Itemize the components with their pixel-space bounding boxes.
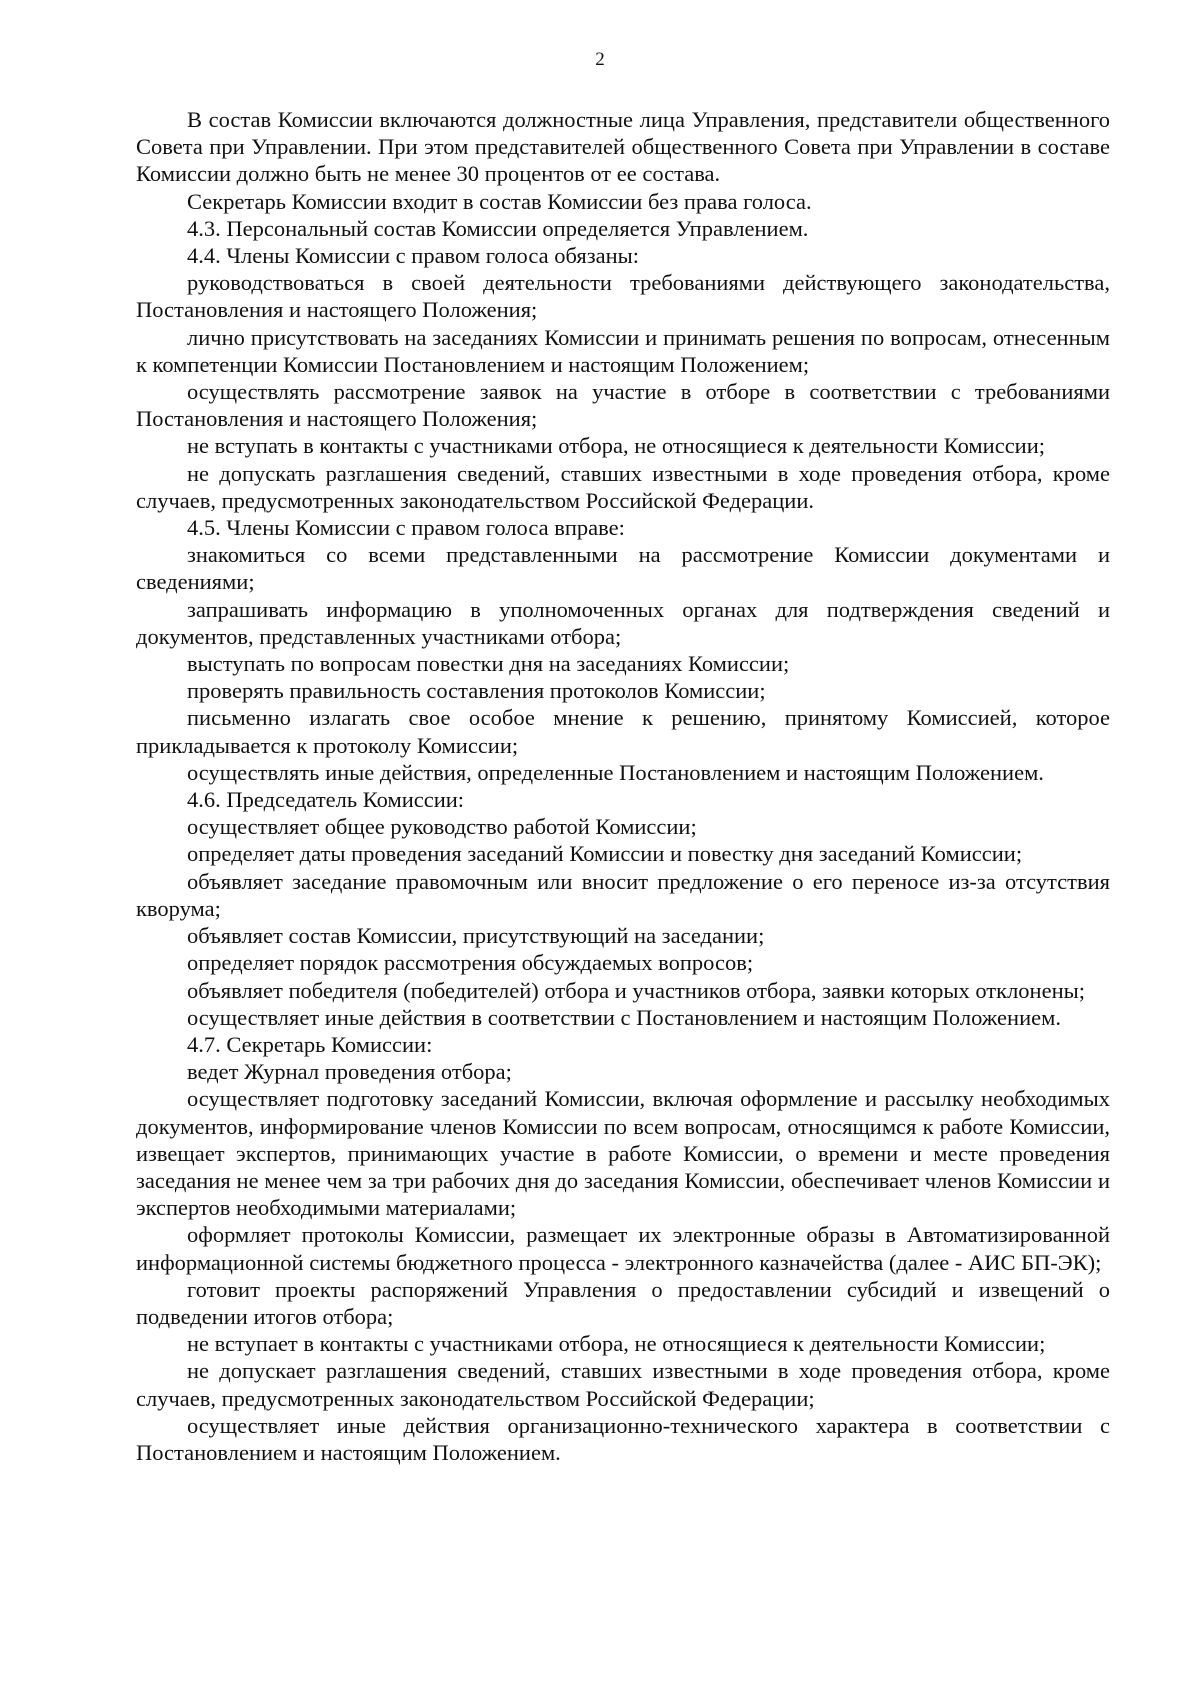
paragraph: объявляет заседание правомочным или вносит предложение о его переносе из-за отсутствия кворума; — [136, 868, 1110, 921]
paragraph: руководствоваться в своей деятельности требованиями действующего законодательства, Постановления и настоящего Положения; — [136, 270, 1110, 323]
paragraph: осуществляет иные действия организационно-технического характера в соответствии с Постановлением и настоящим Положением. — [136, 1412, 1110, 1465]
paragraph: не вступать в контакты с участниками отбора, не относящиеся к деятельности Комиссии; — [187, 433, 1046, 459]
paragraph: определяет порядок рассмотрения обсуждаемых вопросов; — [187, 950, 754, 976]
paragraph: 4.5. Члены Комиссии с правом голоса вправе: — [187, 515, 625, 541]
paragraph: осуществлять рассмотрение заявок на участие в отборе в соответствии с требованиями Постановления и настоящего Положения; — [136, 379, 1110, 432]
paragraph: выступать по вопросам повестки дня на заседаниях Комиссии; — [187, 651, 790, 677]
paragraph: 4.6. Председатель Комиссии: — [187, 787, 465, 813]
paragraph: Секретарь Комиссии входит в состав Комиссии без права голоса. — [187, 188, 812, 214]
paragraph: проверять правильность составления протоколов Комиссии; — [187, 678, 766, 704]
paragraph: письменно излагать свое особое мнение к решению, принятому Комиссией, которое прикладывается к протоколу Комиссии; — [136, 705, 1110, 758]
paragraph: не вступает в контакты с участниками отбора, не относящиеся к деятельности Комиссии; — [187, 1331, 1046, 1357]
paragraph: оформляет протоколы Комиссии, размещает их электронные образы в Автоматизированной информационной системы бюджетного процесса - электронного казначейства (далее - АИС БП-ЭК); — [136, 1222, 1110, 1275]
paragraph: не допускает разглашения сведений, ставших известными в ходе проведения отбора, кроме случаев, предусмотренных законодательством Российской Федерации; — [136, 1358, 1110, 1411]
page-number: 2 — [595, 49, 605, 70]
document-body — [136, 106, 1110, 1466]
paragraph: осуществляет общее руководство работой Комиссии; — [187, 814, 697, 840]
paragraph: 4.3. Персональный состав Комиссии определяется Управлением. — [187, 215, 809, 241]
paragraph: осуществляет подготовку заседаний Комиссии, включая оформление и рассылку необходимых документов, информирование членов Комиссии по всем вопросам, относящимся к работе Комиссии, извещает экспертов, принимающих участие в работе Комиссии, о времени и месте проведения заседания не менее чем за три рабочих дня до заседания Комиссии, обеспечивает членов Комиссии и экспертов необходимыми материалами; — [136, 1086, 1110, 1221]
paragraph: 4.4. Члены Комиссии с правом голоса обязаны: — [187, 243, 640, 269]
paragraph: осуществлять иные действия, определенные Постановлением и настоящим Положением. — [187, 759, 1044, 785]
paragraph: объявляет победителя (победителей) отбора и участников отбора, заявки которых отклонены; — [187, 977, 1085, 1003]
paragraph: осуществляет иные действия в соответствии с Постановлением и настоящим Положением. — [187, 1004, 1061, 1030]
paragraph: знакомиться со всеми представленными на рассмотрение Комиссии документами и сведениями; — [136, 542, 1110, 595]
paragraph: не допускать разглашения сведений, ставших известными в ходе проведения отбора, кроме случаев, предусмотренных законодательством Российской Федерации. — [136, 460, 1110, 513]
paragraph: объявляет состав Комиссии, присутствующий на заседании; — [187, 923, 765, 949]
paragraph: ведет Журнал проведения отбора; — [187, 1059, 512, 1085]
paragraph: лично присутствовать на заседаниях Комиссии и принимать решения по вопросам, отнесенным к компетенции Комиссии Постановлением и настоящим Положением; — [136, 324, 1110, 377]
paragraph: определяет даты проведения заседаний Комиссии и повестку дня заседаний Комиссии; — [187, 841, 1023, 867]
paragraph: В состав Комиссии включаются должностные лица Управления, представители общественного Совета при Управлении. При этом представителей общественного Совета при Управлении в составе Комиссии должно быть не менее 30 процентов от ее состава. — [136, 107, 1110, 187]
paragraph: готовит проекты распоряжений Управления о предоставлении субсидий и извещений о подведении итогов отбора; — [136, 1276, 1110, 1329]
paragraph: 4.7. Секретарь Комиссии: — [187, 1031, 433, 1057]
paragraph: запрашивать информацию в уполномоченных органах для подтверждения сведений и документов, представленных участниками отбора; — [136, 596, 1110, 649]
